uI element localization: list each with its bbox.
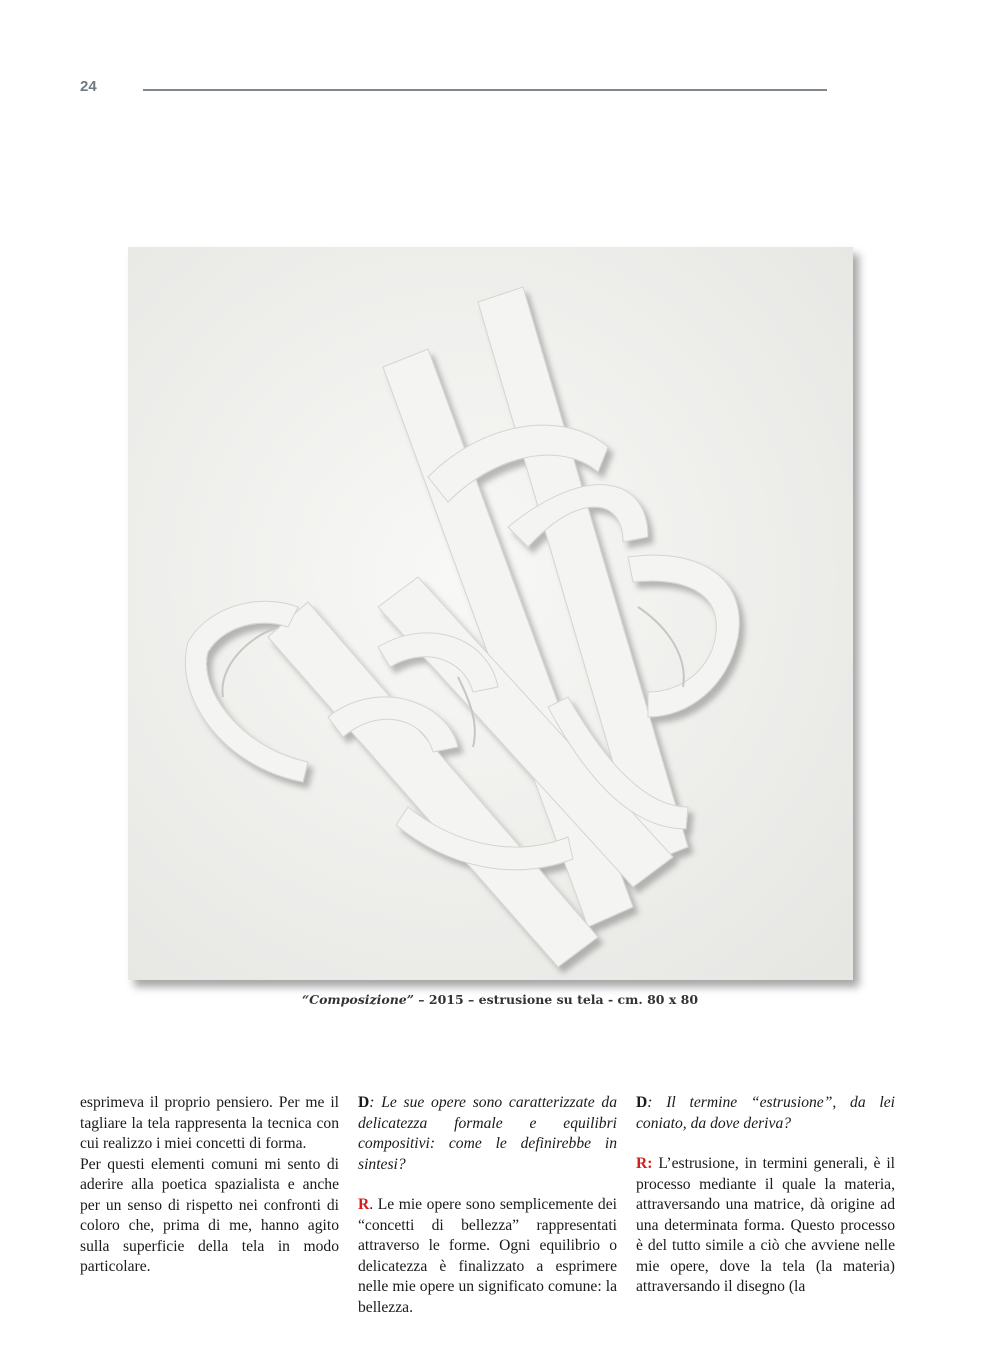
figure-caption [0, 992, 1000, 1007]
answer-text: . Le mie opere sono semplicemente dei “concetti di bellezza” rappresentati attraverso le forme. Ogni equilibrio o delicatezza è finalizzato a esprimere nelle mie opere un significato comune: la bellezza. [358, 1196, 617, 1316]
answer-paragraph [636, 1154, 895, 1298]
caption-title: “Composizione” [301, 992, 414, 1007]
caption-details: – 2015 – estrusione su tela - cm. 80 x 80 [413, 992, 699, 1007]
paragraph: esprimeva il proprio pensiero. Per me il tagliare la tela rappresenta la tecnica con cui realizzo i miei concetti di forma. [80, 1094, 339, 1152]
text-column-1 [80, 1093, 339, 1278]
answer-label: R: [636, 1155, 653, 1172]
question-text: : Il termine “estrusione”, da lei coniato, da dove deriva? [636, 1094, 895, 1132]
question-label: D [636, 1094, 648, 1111]
header-rule [143, 89, 827, 91]
answer-label: R [358, 1196, 370, 1213]
question-label: D [358, 1094, 370, 1111]
artwork-image [128, 247, 853, 980]
question-paragraph [358, 1093, 617, 1175]
text-column-3 [636, 1093, 895, 1298]
paragraph-gap [358, 1175, 617, 1195]
answer-paragraph [358, 1195, 617, 1318]
question-text: : Le sue opere sono caratterizzate da delicatezza formale e equilibri compositivi: come le definirebbe in sintesi? [358, 1094, 617, 1173]
question-paragraph [636, 1093, 895, 1134]
paragraph-gap [636, 1134, 895, 1154]
page-number: 24 [80, 78, 97, 95]
paragraph: Per questi elementi comuni mi sento di aderire alla poetica spazialista e anche per un senso di rispetto nei confronti di coloro che, prima di me, hanno agito sulla superficie della tela in modo particolare. [80, 1155, 339, 1275]
artwork-svg [128, 247, 853, 980]
text-column-2 [358, 1093, 617, 1318]
answer-text: L’estrusione, in termini generali, è il processo mediante il quale la materia, attraversando una matrice, dà origine ad una determinata forma. Questo processo è del tutto simile a ciò che avviene nelle mie opere, dove la tela (la materia) attraversando il disegno (la [636, 1155, 895, 1295]
